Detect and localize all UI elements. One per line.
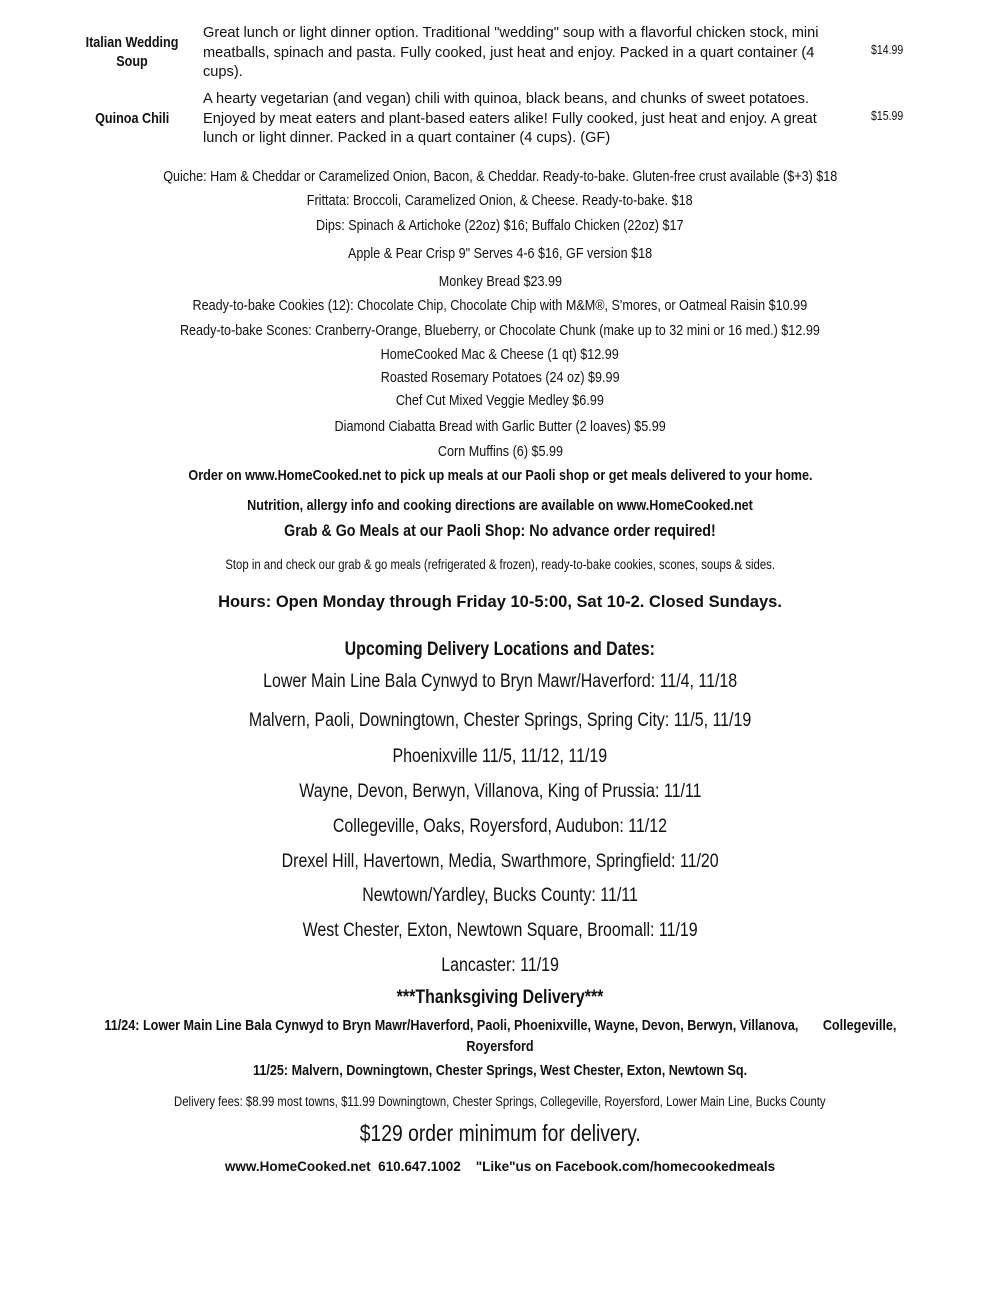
item-description: A hearty vegetarian (and vegan) chili with quinoa, black beans, and chunks of sweet potatoes. Enjoyed by meat eaters and plant-based eaters alike! Fully cooked, just heat and enjoy. A great lunch or light dinner. Packed in a quart container (4 cups). (GF) bbox=[203, 91, 817, 146]
delivery-location bbox=[0, 781, 1000, 803]
delivery-location bbox=[0, 746, 1000, 768]
delivery-heading bbox=[0, 639, 1000, 661]
extra-quiche bbox=[0, 168, 1000, 185]
grab-go-text-content: Stop in and check our grab & go meals (refrigerated & frozen), ready-to-bake cookies, scones, soups & sides. bbox=[225, 557, 775, 572]
extra-cookies bbox=[0, 297, 1000, 314]
thanksgiving-heading bbox=[0, 987, 1000, 1009]
item-name bbox=[66, 33, 198, 71]
extra-corn-muffins bbox=[0, 443, 1000, 460]
extra-text: Ready-to-bake Scones: Cranberry-Orange, Blueberry, or Chocolate Chunk (make up to 32 mini or 16 med.) $12.99 bbox=[180, 322, 820, 339]
order-minimum-text: $129 order minimum for delivery. bbox=[359, 1120, 641, 1146]
extra-text: Chef Cut Mixed Veggie Medley $6.99 bbox=[395, 392, 605, 409]
delivery-location-text: Newtown/Yardley, Bucks County: 11/11 bbox=[362, 885, 638, 906]
delivery-location bbox=[0, 671, 1000, 693]
thanksgiving-line-2-text: 11/25: Malvern, Downingtown, Chester Springs, West Chester, Exton, Newtown Sq. bbox=[252, 1062, 748, 1079]
thanksgiving-line-1b-text: Royersford bbox=[466, 1038, 534, 1055]
item-name bbox=[66, 109, 198, 128]
footer-contact bbox=[0, 1159, 1000, 1174]
delivery-location bbox=[0, 885, 1000, 907]
delivery-location-text: Lower Main Line Bala Cynwyd to Bryn Mawr/Haverford: 11/4, 11/18 bbox=[262, 671, 737, 692]
delivery-location-text: Wayne, Devon, Berwyn, Villanova, King of Prussia: 11/11 bbox=[298, 781, 702, 802]
item-name-text: Italian Wedding Soup bbox=[85, 34, 179, 70]
extra-text: Diamond Ciabatta Bread with Garlic Butter (2 loaves) $5.99 bbox=[334, 418, 666, 435]
delivery-location-text: West Chester, Exton, Newtown Square, Broomall: 11/19 bbox=[302, 920, 698, 941]
delivery-fees-text: Delivery fees: $8.99 most towns, $11.99 Downingtown, Chester Springs, Collegeville, Royersford, Lower Main Line, Bucks County bbox=[174, 1094, 826, 1109]
delivery-fees bbox=[0, 1094, 1000, 1109]
grab-go-heading-text: Grab & Go Meals at our Paoli Shop: No advance order required! bbox=[284, 521, 716, 540]
thanksgiving-line-2 bbox=[0, 1062, 1000, 1079]
extra-text: Apple & Pear Crisp 9" Serves 4-6 $16, GF version $18 bbox=[347, 245, 653, 262]
delivery-location-text: Malvern, Paoli, Downingtown, Chester Springs, Spring City: 11/5, 11/19 bbox=[248, 710, 752, 731]
delivery-location bbox=[0, 710, 1000, 732]
order-note-text: Order on www.HomeCooked.net to pick up meals at our Paoli shop or get meals delivered to your home. bbox=[187, 467, 813, 484]
extra-ciabatta bbox=[0, 418, 1000, 435]
delivery-heading-text: Upcoming Delivery Locations and Dates: bbox=[344, 639, 656, 660]
delivery-location bbox=[0, 816, 1000, 838]
extra-scones bbox=[0, 322, 1000, 339]
item-price bbox=[860, 43, 915, 57]
extra-text: Dips: Spinach & Artichoke (22oz) $16; Buffalo Chicken (22oz) $17 bbox=[316, 217, 684, 234]
thanksgiving-line-1b bbox=[0, 1038, 1000, 1055]
thanksgiving-line-1 bbox=[0, 1017, 1000, 1034]
extra-text: Frittata: Broccoli, Caramelized Onion, & Cheese. Ready-to-bake. $18 bbox=[307, 192, 693, 209]
item-price-text: $15.99 bbox=[871, 109, 904, 123]
hours: Hours: Open Monday through Friday 10-5:00, Sat 10-2. Closed Sundays. bbox=[218, 593, 782, 611]
extra-potatoes bbox=[0, 369, 1000, 386]
delivery-location bbox=[0, 955, 1000, 977]
grab-go-text bbox=[0, 557, 1000, 572]
footer-contact-text: www.HomeCooked.net 610.647.1002 "Like"us on Facebook.com/homecookedmeals bbox=[224, 1159, 776, 1174]
delivery-location-text: Collegeville, Oaks, Royersford, Audubon: 11/12 bbox=[332, 816, 668, 837]
delivery-location-text: Phoenixville 11/5, 11/12, 11/19 bbox=[392, 746, 608, 767]
extra-crisp bbox=[0, 245, 1000, 262]
grab-go-heading bbox=[0, 521, 1000, 541]
extra-text: Quiche: Ham & Cheddar or Caramelized Onion, Bacon, & Cheddar. Ready-to-bake. Gluten-free crust available ($+3) $18 bbox=[162, 168, 838, 185]
order-note bbox=[0, 467, 1000, 484]
extra-text: Roasted Rosemary Potatoes (24 oz) $9.99 bbox=[380, 369, 620, 386]
extra-dips bbox=[0, 217, 1000, 234]
nutrition-note bbox=[0, 497, 1000, 514]
extra-text: Corn Muffins (6) $5.99 bbox=[437, 443, 563, 460]
delivery-location-text: Lancaster: 11/19 bbox=[441, 955, 559, 976]
extra-veggie-medley bbox=[0, 392, 1000, 409]
extra-text: Ready-to-bake Cookies (12): Chocolate Chip, Chocolate Chip with M&M®, S'mores, or Oatmeal Raisin $10.99 bbox=[192, 297, 808, 314]
extra-text: Monkey Bread $23.99 bbox=[438, 273, 562, 290]
order-minimum bbox=[0, 1120, 1000, 1147]
extra-monkey-bread bbox=[0, 273, 1000, 290]
delivery-location bbox=[0, 920, 1000, 942]
extra-frittata bbox=[0, 192, 1000, 209]
extra-text: HomeCooked Mac & Cheese (1 qt) $12.99 bbox=[380, 346, 620, 363]
extra-mac-cheese bbox=[0, 346, 1000, 363]
nutrition-note-text: Nutrition, allergy info and cooking directions are available on www.HomeCooked.net bbox=[247, 497, 753, 514]
thanksgiving-heading-text: ***Thanksgiving Delivery*** bbox=[396, 987, 604, 1008]
delivery-location-text: Drexel Hill, Havertown, Media, Swarthmore, Springfield: 11/20 bbox=[281, 851, 719, 872]
thanksgiving-line-1-text: 11/24: Lower Main Line Bala Cynwyd to Bryn Mawr/Haverford, Paoli, Phoenixville, Wayne, Devon, Berwyn, Villanova, Collegeville, bbox=[104, 1017, 896, 1034]
item-price-text: $14.99 bbox=[871, 43, 904, 57]
item-description: Great lunch or light dinner option. Traditional "wedding" soup with a flavorful chicken stock, mini meatballs, spinach and pasta. Fully cooked, just heat and enjoy. Packed in a quart container (4 cups). bbox=[203, 25, 819, 80]
delivery-location bbox=[0, 851, 1000, 873]
item-price bbox=[860, 109, 915, 123]
item-name-text: Quinoa Chili bbox=[94, 110, 170, 127]
